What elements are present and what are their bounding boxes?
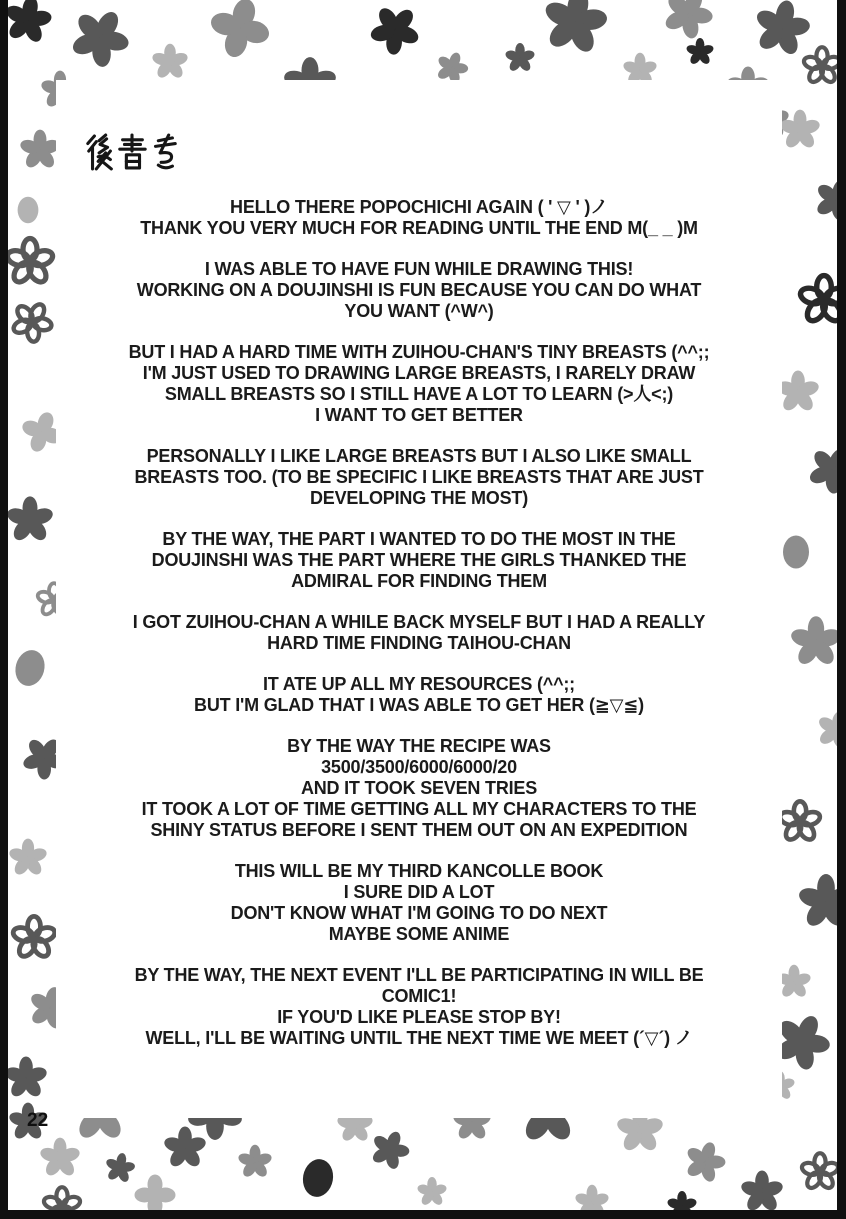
- paragraph: [82, 861, 756, 945]
- paragraph: [82, 446, 756, 509]
- text-line: IF YOU'D LIKE PLEASE STOP BY!: [277, 1007, 561, 1027]
- text-line: THANK YOU VERY MUCH FOR READING UNTIL THE END M(_ _ )M: [140, 218, 698, 238]
- flower-f5-icon: [504, 43, 536, 73]
- flower-f5-icon: [59, 0, 141, 78]
- text-line: SMALL BREASTS SO I STILL HAVE A LOT TO LEARN (>人<;): [164, 384, 674, 404]
- text-line: WORKING ON A DOUJINSHI IS FUN BECAUSE YOU CAN DO WHAT: [136, 280, 702, 300]
- flower-f5-icon: [685, 38, 714, 66]
- flower-f5-icon: [416, 1177, 448, 1207]
- text-line: BUT I HAD A HARD TIME WITH ZUIHOU-CHAN'S TINY BREASTS (^^;;: [128, 342, 710, 362]
- flower-blob-icon: [11, 647, 48, 689]
- flower-blob-icon: [300, 1157, 336, 1200]
- flower-f5-icon: [0, 0, 57, 47]
- text-line: DOUJINSHI WAS THE PART WHERE THE GIRLS THANKED THE: [151, 550, 687, 570]
- text-line: BY THE WAY THE RECIPE WAS: [287, 736, 551, 756]
- paragraph: [82, 529, 756, 592]
- text-line: DON'T KNOW WHAT I'M GOING TO DO NEXT: [230, 903, 608, 923]
- text-line: BUT I'M GLAD THAT I WAS ABLE TO GET HER (≧▽≦): [194, 695, 644, 715]
- text-line: BREASTS TOO. (TO BE SPECIFIC I LIKE BREASTS THAT ARE JUST: [134, 467, 704, 487]
- text-line: MAYBE SOME ANIME: [328, 924, 510, 944]
- afterword-title-kanji: [85, 132, 179, 172]
- page-number: 22: [27, 1110, 49, 1131]
- flower-f5-icon: [5, 496, 55, 543]
- flower-f5-icon: [789, 616, 843, 667]
- flower-f5-icon: [39, 1138, 82, 1179]
- text-line: COMIC1!: [381, 986, 457, 1006]
- text-line: AND IT TOOK SEVEN TRIES: [300, 778, 538, 798]
- paragraph: [82, 197, 756, 239]
- text-line: THIS WILL BE MY THIRD KANCOLLE BOOK: [234, 861, 604, 881]
- flower-f5-icon: [102, 1150, 138, 1185]
- flower-ring-icon: [802, 47, 841, 84]
- flower-f4-icon: [204, 0, 277, 64]
- flower-blob-icon: [783, 536, 809, 569]
- text-line: IT TOOK A LOT OF TIME GETTING ALL MY CHARACTERS TO THE: [141, 799, 697, 819]
- text-line: I SURE DID A LOT: [343, 882, 495, 902]
- text-line: HELLO THERE POPOCHICHI AGAIN ( ' ▽ ' )ノ: [230, 197, 608, 217]
- flower-ring-icon: [11, 916, 56, 959]
- flower-f5-icon: [162, 1127, 207, 1170]
- flower-f5-icon: [678, 1136, 731, 1188]
- text-line: PERSONALLY I LIKE LARGE BREASTS BUT I ALSO LIKE SMALL: [146, 446, 692, 466]
- text-line: YOU WANT (^W^): [344, 301, 494, 321]
- flower-f5-icon: [739, 1171, 784, 1214]
- afterword-text: [82, 197, 756, 1049]
- flower-f5-icon: [654, 0, 722, 47]
- text-line: WELL, I'LL BE WAITING UNTIL THE NEXT TIME WE MEET (´▽´) ノ: [145, 1028, 693, 1048]
- paragraph: [82, 674, 756, 716]
- text-line: I'M JUST USED TO DRAWING LARGE BREASTS, I RARELY DRAW: [142, 363, 696, 383]
- text-line: IT ATE UP ALL MY RESOURCES (^^;;: [263, 674, 575, 694]
- text-line: BY THE WAY, THE PART I WANTED TO DO THE MOST IN THE: [162, 529, 676, 549]
- paragraph: [82, 965, 756, 1049]
- paragraph: [82, 259, 756, 322]
- text-line: I WAS ABLE TO HAVE FUN WHILE DRAWING THIS!: [204, 259, 634, 279]
- flower-f5-icon: [19, 130, 62, 171]
- text-line: SHINY STATUS BEFORE I SENT THEM OUT ON AN EXPEDITION: [150, 820, 688, 840]
- flower-f5-icon: [775, 371, 820, 414]
- frame-edge-bottom: [0, 1210, 846, 1219]
- text-line: 3500/3500/6000/6000/20: [321, 757, 517, 777]
- frame-edge-left: [0, 0, 8, 1219]
- flower-f5-icon: [3, 1057, 48, 1100]
- flower-f5-icon: [359, 0, 430, 66]
- flower-f5-icon: [151, 44, 189, 80]
- flower-ring-icon: [5, 239, 54, 286]
- afterword-title: [85, 132, 179, 172]
- text-line: I GOT ZUIHOU-CHAN A WHILE BACK MYSELF BUT I HAD A REALLY: [132, 612, 706, 632]
- flower-f5-icon: [8, 839, 49, 878]
- flower-ring-icon: [800, 1153, 839, 1190]
- text-line: BY THE WAY, THE NEXT EVENT I'LL BE PARTICIPATING IN WILL BE: [134, 965, 704, 985]
- text-line: ADMIRAL FOR FINDING THEM: [291, 571, 547, 591]
- text-line: I WANT TO GET BETTER: [315, 405, 523, 425]
- content-panel: [56, 80, 782, 1118]
- paragraph: [82, 612, 756, 654]
- flower-f5-icon: [237, 1145, 273, 1179]
- flower-f5-icon: [536, 0, 614, 59]
- text-line: DEVELOPING THE MOST): [309, 488, 528, 508]
- flower-f5-icon: [364, 1124, 416, 1175]
- flower-ring-icon: [778, 801, 821, 842]
- frame-edge-right: [837, 0, 846, 1219]
- flower-ring-icon: [4, 295, 59, 350]
- paragraph: [82, 342, 756, 426]
- flower-f5-icon: [748, 0, 817, 61]
- flower-blob-icon: [18, 197, 39, 223]
- paragraph: [82, 736, 756, 841]
- text-line: HARD TIME FINDING TAIHOU-CHAN: [267, 633, 571, 653]
